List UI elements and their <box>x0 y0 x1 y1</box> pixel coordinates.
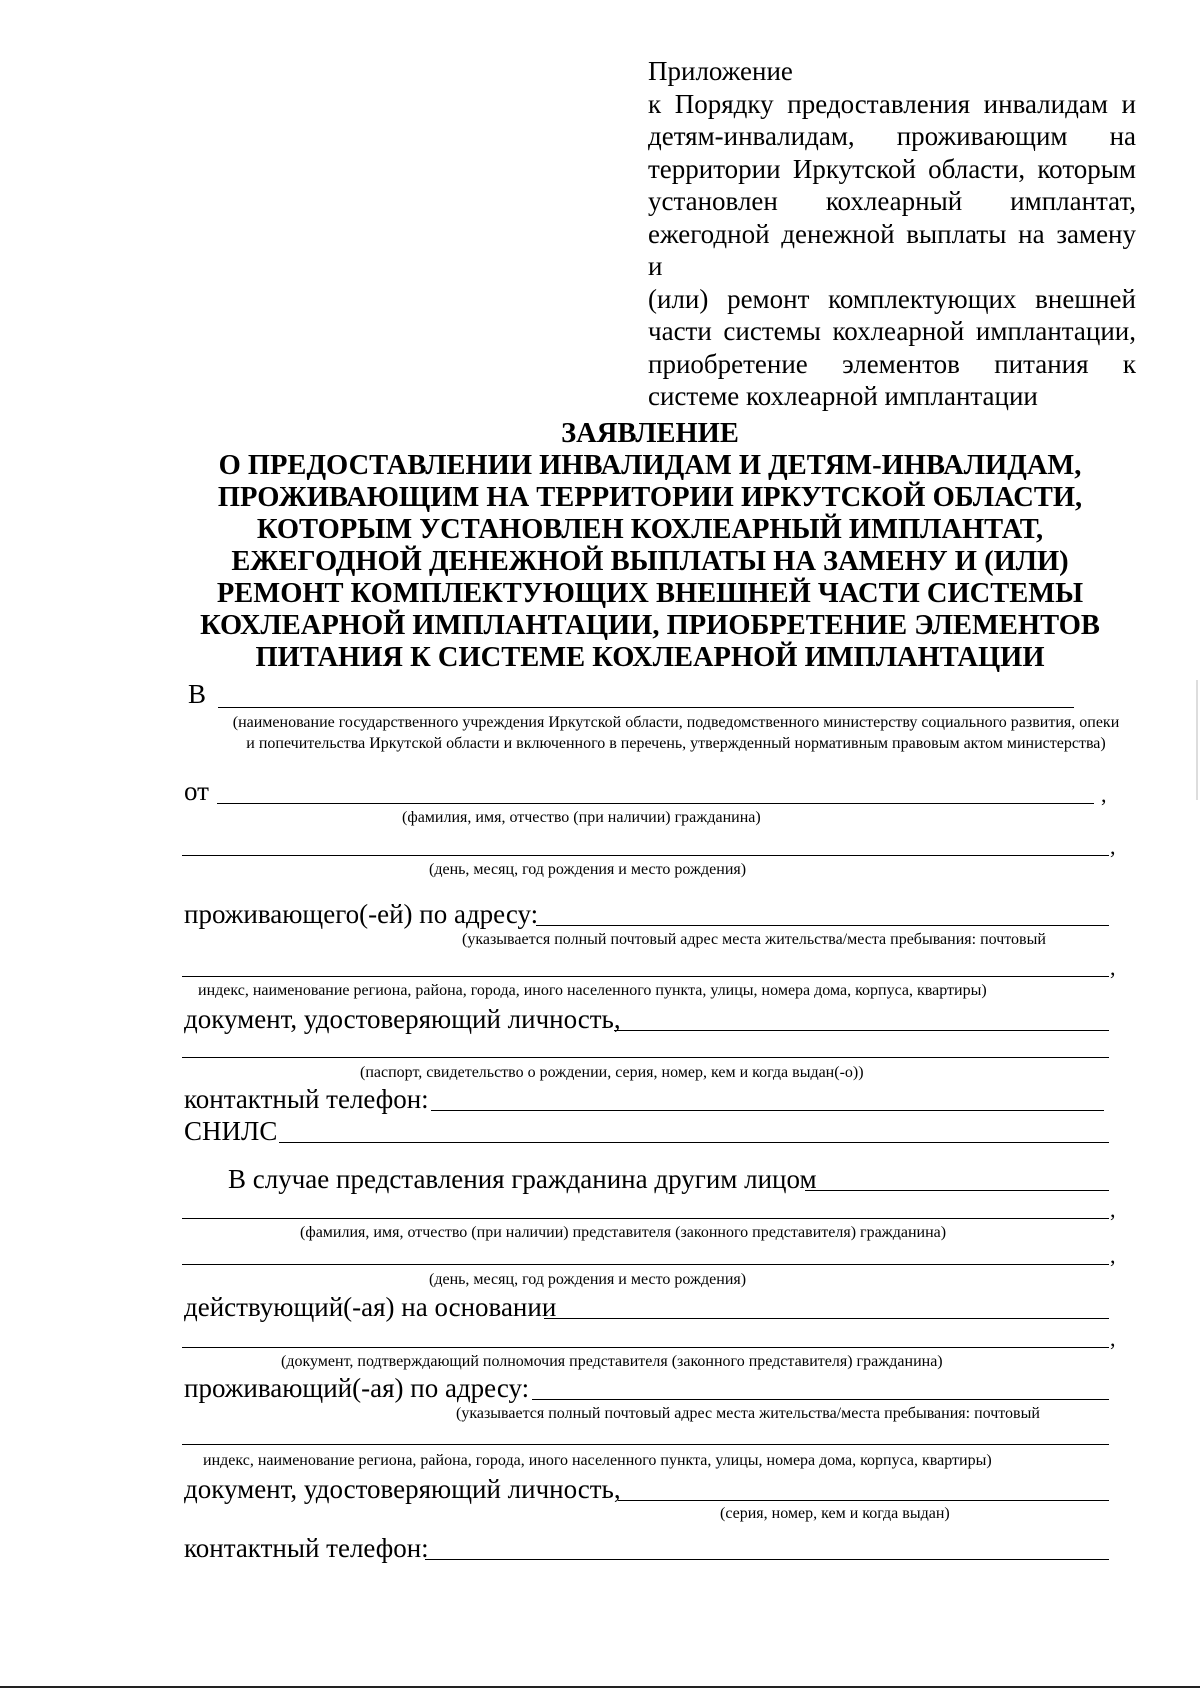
title-line: О ПРЕДОСТАВЛЕНИИ ИНВАЛИДАМ И ДЕТЯМ-ИНВАЛИДАМ, <box>218 450 1082 481</box>
representative-name-caption: (фамилия, имя, отчество (при наличии) представителя (законного представителя) гражданина) <box>300 1224 947 1241</box>
to-label: В <box>188 679 207 709</box>
appendix-line: ежегодной денежной выплаты на замену и <box>648 218 1136 281</box>
applicant-birth-caption: (день, месяц, год рождения и место рождения) <box>429 861 747 878</box>
representative-basis-caption: (документ, подтверждающий полномочия представителя (законного представителя) гражданина) <box>281 1353 943 1370</box>
representative-address-field[interactable] <box>532 1399 1109 1400</box>
appendix-block <box>648 55 1136 413</box>
applicant-id-field-2[interactable] <box>182 1057 1109 1058</box>
applicant-name-caption: (фамилия, имя, отчество (при наличии) гражданина) <box>402 809 761 826</box>
appendix-line: территории Иркутской области, которым <box>648 153 1136 184</box>
applicant-id-label: документ, удостоверяющий личность, <box>184 1004 621 1034</box>
appendix-line: системе кохлеарной имплантации <box>648 381 1038 411</box>
page-bottom-edge <box>0 1686 1200 1688</box>
appendix-line: приобретение элементов питания к <box>648 348 1136 379</box>
appendix-line: части системы кохлеарной имплантации, <box>648 316 1136 346</box>
applicant-address-label: проживающего(-ей) по адресу: <box>184 899 539 929</box>
representative-id-label: документ, удостоверяющий личность, <box>184 1474 621 1504</box>
from-label: от <box>184 776 209 806</box>
title-line: ПРОЖИВАЮЩИМ НА ТЕРРИТОРИИ ИРКУТСКОЙ ОБЛАСТИ, <box>217 482 1083 513</box>
comma: , <box>1110 1197 1116 1222</box>
representative-address-field-2[interactable] <box>182 1444 1109 1445</box>
title-line: КОТОРЫМ УСТАНОВЛЕН КОХЛЕАРНЫЙ ИМПЛАНТАТ, <box>256 514 1044 545</box>
representative-birth-field[interactable] <box>182 1264 1109 1265</box>
title-line: ЗАЯВЛЕНИЕ <box>561 418 739 449</box>
representative-id-caption: (серия, номер, кем и когда выдан) <box>720 1505 950 1522</box>
to-institution-caption: (наименование государственного учреждения Иркутской области, подведомственного министерству социального развития, опеки и попечительства Иркутской области и включенного в перечень, утвержденный нормативным правовым актом министерства) <box>232 714 1120 752</box>
applicant-id-field[interactable] <box>614 1030 1109 1031</box>
representative-id-field[interactable] <box>618 1500 1109 1501</box>
comma: , <box>1110 1243 1116 1268</box>
representative-address-caption: (указывается полный почтовый адрес места жительства/места пребывания: почтовый <box>456 1405 1040 1422</box>
appendix-heading: Приложение <box>648 56 793 86</box>
snils-field[interactable] <box>279 1142 1109 1143</box>
representative-intro: В случае представления гражданина другим лицом <box>228 1164 817 1194</box>
scan-margin-mark <box>1196 680 1198 800</box>
title-line: ЕЖЕГОДНОЙ ДЕНЕЖНОЙ ВЫПЛАТЫ НА ЗАМЕНУ И (ИЛИ) <box>231 546 1069 577</box>
representative-address-caption-2: индекс, наименование региона, района, города, иного населенного пункта, улицы, номера дома, корпуса, квартиры) <box>203 1452 992 1469</box>
representative-field[interactable] <box>805 1190 1109 1191</box>
appendix-line: детям-инвалидам, проживающим на <box>648 121 1136 151</box>
applicant-phone-label: контактный телефон: <box>184 1084 429 1114</box>
title-line: КОХЛЕАРНОЙ ИМПЛАНТАЦИИ, ПРИОБРЕТЕНИЕ ЭЛЕМЕНТОВ <box>200 610 1100 641</box>
applicant-id-caption: (паспорт, свидетельство о рождении, серия, номер, кем и когда выдан(-о)) <box>360 1064 864 1081</box>
representative-phone-label: контактный телефон: <box>184 1533 429 1563</box>
applicant-address-caption-2: индекс, наименование региона, района, города, иного населенного пункта, улицы, номера дома, корпуса, квартиры) <box>198 982 987 999</box>
document-title <box>170 418 1130 674</box>
appendix-line: установлен кохлеарный имплантат, <box>648 186 1136 216</box>
representative-phone-field[interactable] <box>425 1559 1109 1560</box>
representative-address-label: проживающий(-ая) по адресу: <box>184 1373 530 1403</box>
applicant-address-field[interactable] <box>536 925 1109 926</box>
comma: , <box>1101 782 1107 807</box>
applicant-name-field[interactable] <box>217 803 1094 804</box>
representative-basis-label: действующий(-ая) на основании <box>184 1292 557 1322</box>
comma: , <box>1110 1326 1116 1351</box>
applicant-birth-field[interactable] <box>182 855 1109 856</box>
comma: , <box>1110 834 1116 859</box>
comma: , <box>1110 955 1116 980</box>
title-line: РЕМОНТ КОМПЛЕКТУЮЩИХ ВНЕШНЕЙ ЧАСТИ СИСТЕМЫ <box>216 578 1084 609</box>
appendix-line: (или) ремонт комплектующих внешней <box>648 283 1136 314</box>
representative-birth-caption: (день, месяц, год рождения и место рождения) <box>429 1271 747 1288</box>
applicant-address-field-2[interactable] <box>182 976 1109 977</box>
title-line: ПИТАНИЯ К СИСТЕМЕ КОХЛЕАРНОЙ ИМПЛАНТАЦИИ <box>255 642 1045 673</box>
applicant-phone-field[interactable] <box>431 1110 1104 1111</box>
representative-basis-field-2[interactable] <box>182 1347 1109 1348</box>
to-institution-field[interactable] <box>218 707 1074 708</box>
representative-name-field[interactable] <box>182 1218 1109 1219</box>
representative-basis-field[interactable] <box>544 1318 1109 1319</box>
appendix-line: к Порядку предоставления инвалидам и <box>648 88 1136 119</box>
snils-label: СНИЛС <box>184 1116 278 1146</box>
applicant-address-caption: (указывается полный почтовый адрес места жительства/места пребывания: почтовый <box>462 931 1046 948</box>
